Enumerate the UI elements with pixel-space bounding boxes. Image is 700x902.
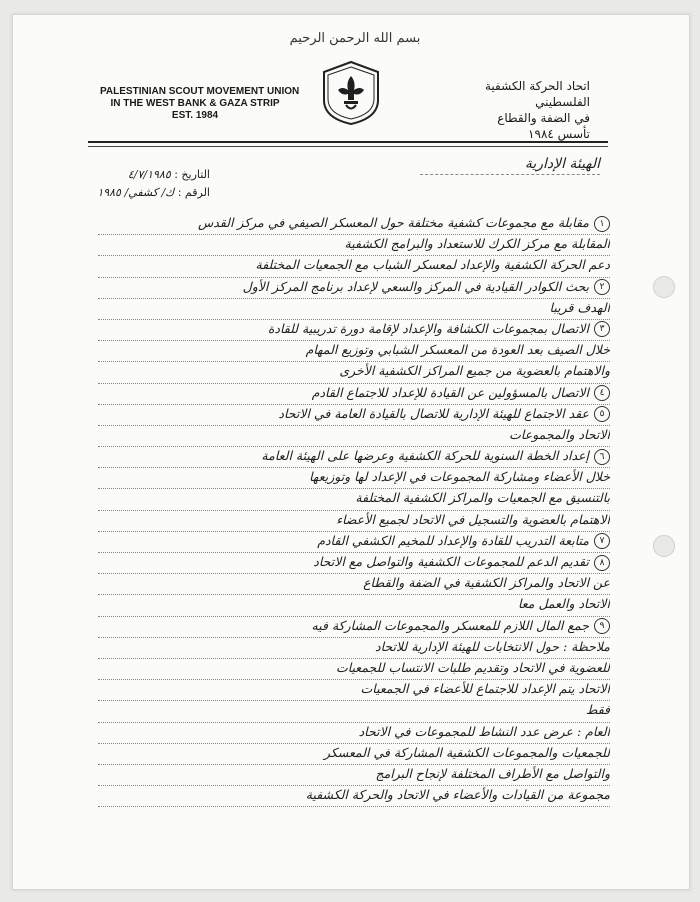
punch-hole (653, 535, 675, 557)
date-value: ٤/٧/١٩٨٥ (127, 168, 171, 181)
handwritten-line-text: جمع المال اللازم للمعسكر والمجموعات المشاركة فيه (311, 617, 589, 633)
handwritten-line-text: للعضوية في الاتحاد وتقديم طلبات الانتساب للجمعيات (335, 659, 610, 675)
handwritten-line (98, 744, 610, 765)
handwritten-line-text: بحث الكوادر القيادية في المركز والسعي لإعداد برنامج المركز الأول (242, 278, 589, 294)
handwritten-line-text: المقابلة مع مركز الكرك للاستعداد والبرامج الكشفية (344, 236, 610, 252)
handwritten-line-text: والتواصل مع الأطراف المختلفة لإنجاح البرامج (375, 765, 610, 781)
handwritten-line (98, 278, 610, 299)
handwritten-line-text: الاتصال بمجموعات الكشافة والإعداد لإقامة دورة تدريبية للقادة (267, 320, 589, 336)
punch-hole (653, 276, 675, 298)
handwritten-line (98, 786, 610, 807)
org-name-arabic-line: اتحاد الحركة الكشفية الفلسطيني (485, 79, 590, 109)
handwritten-line-text: والاهتمام بالعضوية من جميع المراكز الكشفية الأخرى (339, 363, 610, 379)
org-name-english-line: PALESTINIAN SCOUT MOVEMENT UNION (100, 86, 300, 97)
org-name-arabic-line: في الضفة والقطاع (497, 111, 590, 125)
ref-value: ك/ كشفي/ ١٩٨٥ (97, 186, 175, 199)
handwritten-line (98, 701, 610, 722)
handwritten-line-text: الهدف قريبا (549, 299, 610, 315)
org-name-arabic (430, 78, 590, 142)
item-number-circle: ٧ (594, 533, 610, 549)
handwritten-line-text: الاتصال بالمسؤولين عن القيادة للإعداد للاجتماع القادم (311, 384, 589, 400)
handwritten-line (98, 574, 610, 595)
handwritten-line-text: فقط (585, 702, 610, 718)
handwritten-line (98, 617, 610, 638)
item-number-circle: ٤ (594, 385, 610, 401)
handwritten-line-text: بالتنسيق مع الجمعيات والمراكز الكشفية المختلفة (355, 490, 610, 506)
handwritten-line (98, 723, 610, 744)
org-established-line-arabic: تأسس ١٩٨٤ (528, 127, 590, 141)
item-number-circle: ١ (594, 216, 610, 232)
handwritten-line-text: الاتحاد والعمل معا (517, 596, 610, 612)
scout-emblem-logo (320, 60, 382, 126)
org-name-english-line: IN THE WEST BANK & GAZA STRIP (110, 98, 280, 109)
item-number-circle: ٨ (594, 555, 610, 571)
handwritten-line-text: العام : عرض عدد النشاط للمجموعات في الاتحاد (358, 723, 610, 739)
handwritten-line (98, 468, 610, 489)
handwritten-line-text: مجموعة من القيادات والأعضاء في الاتحاد والحركة الكشفية (305, 787, 610, 803)
handwritten-line (98, 680, 610, 701)
item-number-circle: ٩ (594, 618, 610, 634)
handwritten-line-text: ملاحظة : حول الانتخابات للهيئة الإدارية للاتحاد (375, 638, 610, 654)
org-established-line: EST. 1984 (171, 110, 219, 121)
handwritten-line (98, 384, 610, 405)
item-number-circle: ٢ (594, 279, 610, 295)
date-row (100, 168, 210, 181)
handwritten-line-text: خلال الأعضاء ومشاركة المجموعات في الإعداد لها وتوزيعها (309, 469, 610, 485)
handwritten-line-text: إعداد الخطة السنوية للحركة الكشفية وعرضها على الهيئة العامة (261, 448, 589, 464)
handwritten-line (98, 638, 610, 659)
handwritten-line (98, 511, 610, 532)
basmala-heading: بسم الله الرحمن الرحيم (289, 31, 421, 46)
handwritten-line (98, 553, 610, 574)
ref-row (80, 186, 210, 199)
handwritten-line (98, 341, 610, 362)
handwritten-line (98, 659, 610, 680)
handwritten-line (98, 235, 610, 256)
handwritten-line-text: الاتحاد والمجموعات (509, 426, 610, 442)
item-number-circle: ٥ (594, 406, 610, 422)
subject-heading: الهيئة الإدارية (420, 156, 600, 175)
org-name-english (100, 86, 300, 122)
item-number-circle: ٦ (594, 449, 610, 465)
handwritten-line (98, 299, 610, 320)
handwritten-line-text: خلال الصيف بعد العودة من المعسكر الشبابي وتوزيع المهام (305, 342, 610, 358)
handwritten-line (98, 405, 610, 426)
date-label: التاريخ : (174, 168, 210, 181)
handwritten-line-text: الاهتمام بالعضوية والتسجيل في الاتحاد لجميع الأعضاء (336, 511, 610, 527)
handwritten-line (98, 595, 610, 616)
handwritten-line-text: عقد الاجتماع للهيئة الإدارية للاتصال بالقيادة العامة في الاتحاد (278, 405, 589, 421)
handwritten-line (98, 362, 610, 383)
handwritten-line (98, 256, 610, 277)
item-number-circle: ٣ (594, 321, 610, 337)
handwritten-line (98, 447, 610, 468)
handwritten-line (98, 489, 610, 510)
handwritten-line-text: للجمعيات والمجموعات الكشفية المشاركة في المعسكر (324, 744, 610, 760)
header-divider (88, 146, 608, 147)
handwritten-line (98, 320, 610, 341)
handwritten-body (98, 214, 610, 854)
handwritten-line (98, 532, 610, 553)
handwritten-line-text: عن الاتحاد والمراكز الكشفية في الضفة والقطاع (363, 575, 610, 591)
handwritten-line-text: الاتحاد يتم الإعداد للاجتماع للأعضاء في الجمعيات (360, 681, 610, 697)
header-divider (88, 141, 608, 143)
handwritten-line (98, 426, 610, 447)
handwritten-line-text: دعم الحركة الكشفية والإعداد لمعسكر الشباب مع الجمعيات المختلفة (255, 257, 610, 273)
handwritten-line-text: تقديم الدعم للمجموعات الكشفية والتواصل مع الاتحاد (313, 554, 589, 569)
handwritten-line-text: متابعة التدريب للقادة والإعداد للمخيم الكشفي القادم (317, 532, 589, 548)
handwritten-line (98, 214, 610, 235)
handwritten-line (98, 765, 610, 786)
ref-label: الرقم : (177, 186, 210, 199)
handwritten-line-text: مقابلة مع مجموعات كشفية مختلفة حول المعسكر الصيفي في مركز القدس (198, 215, 589, 230)
